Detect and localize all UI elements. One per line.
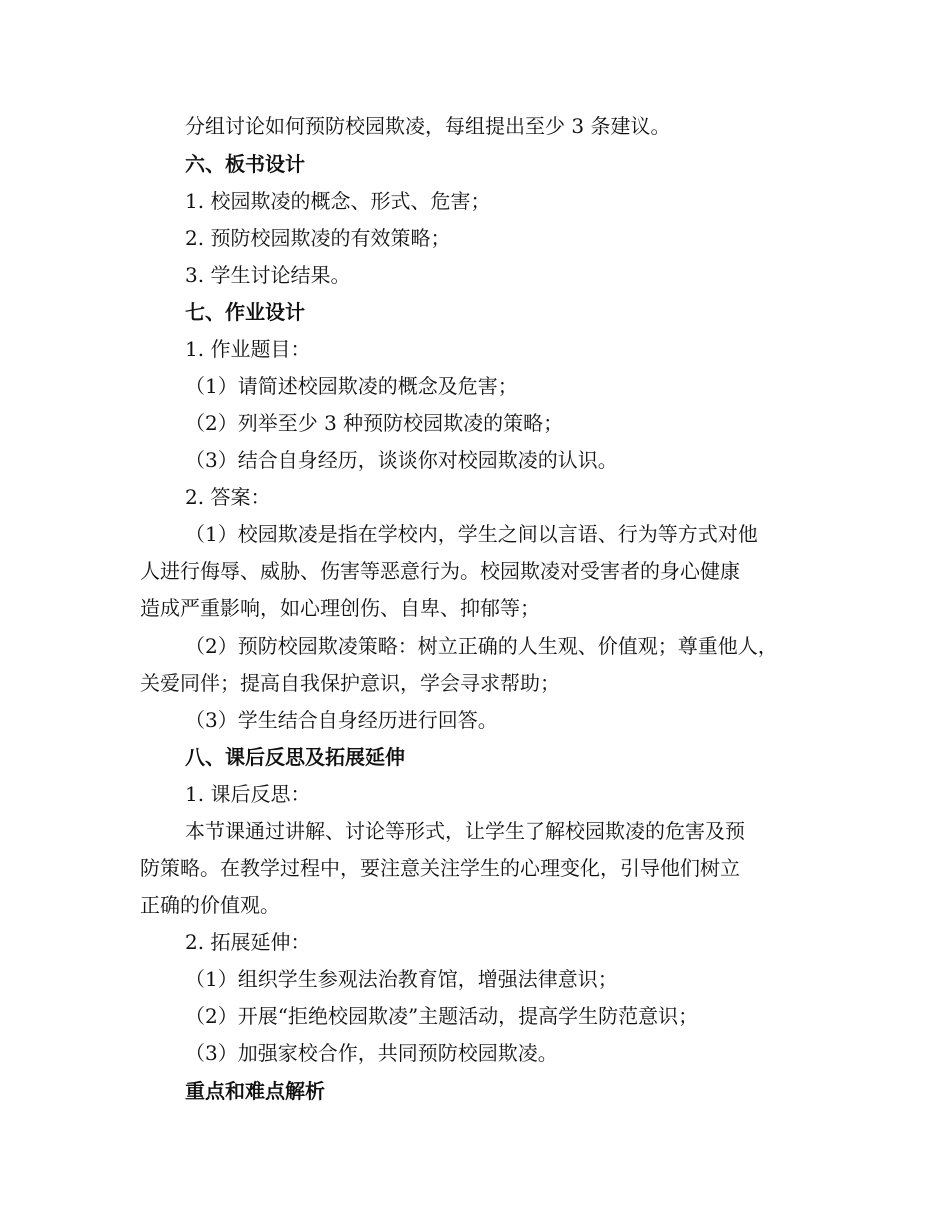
paragraph-line: 正确的价值观。: [140, 893, 280, 917]
sub-list-item: （1）请简述校园欺凌的概念及危害；: [185, 374, 518, 398]
answer-line: （3）学生结合自身经历进行回答。: [185, 708, 498, 732]
answer-line: 关爱同伴；提高自我保护意识，学会寻求帮助；: [140, 671, 560, 695]
paragraph-line: 本节课通过讲解、讨论等形式，让学生了解校园欺凌的危害及预: [185, 819, 745, 843]
sub-list-item: （2）开展“拒绝校园欺凌”主题活动，提高学生防范意识；: [185, 1004, 699, 1028]
section-heading-reflection: 八、课后反思及拓展延伸: [185, 745, 405, 769]
answer-line: （1）校园欺凌是指在学校内，学生之间以言语、行为等方式对他: [185, 522, 758, 546]
answer-line: 人进行侮辱、威胁、伤害等恶意行为。校园欺凌对受害者的身心健康: [140, 559, 740, 583]
list-item: 2. 答案：: [185, 485, 271, 509]
sub-list-item: （3）结合自身经历，谈谈你对校园欺凌的认识。: [185, 448, 618, 472]
list-item: 2. 预防校园欺凌的有效策略；: [185, 226, 451, 250]
answer-line: （2）预防校园欺凌策略：树立正确的人生观、价值观；尊重他人，: [185, 634, 778, 658]
section-heading-board-design: 六、板书设计: [185, 152, 305, 176]
sub-list-item: （3）加强家校合作，共同预防校园欺凌。: [185, 1041, 558, 1065]
list-item: 2. 拓展延伸：: [185, 930, 311, 954]
list-item: 1. 课后反思：: [185, 782, 311, 806]
list-item: 1. 作业题目：: [185, 337, 311, 361]
section-heading-key-points: 重点和难点解析: [185, 1079, 325, 1103]
section-heading-homework-design: 七、作业设计: [185, 300, 305, 324]
paragraph-line: 分组讨论如何预防校园欺凌，每组提出至少 3 条建议。: [185, 114, 671, 138]
sub-list-item: （1）组织学生参观法治教育馆，增强法律意识；: [185, 967, 618, 991]
list-item: 3. 学生讨论结果。: [185, 263, 351, 287]
sub-list-item: （2）列举至少 3 种预防校园欺凌的策略；: [185, 411, 564, 435]
paragraph-line: 防策略。在教学过程中，要注意关注学生的心理变化，引导他们树立: [140, 856, 740, 880]
list-item: 1. 校园欺凌的概念、形式、危害；: [185, 189, 491, 213]
answer-line: 造成严重影响，如心理创伤、自卑、抑郁等；: [140, 596, 540, 620]
